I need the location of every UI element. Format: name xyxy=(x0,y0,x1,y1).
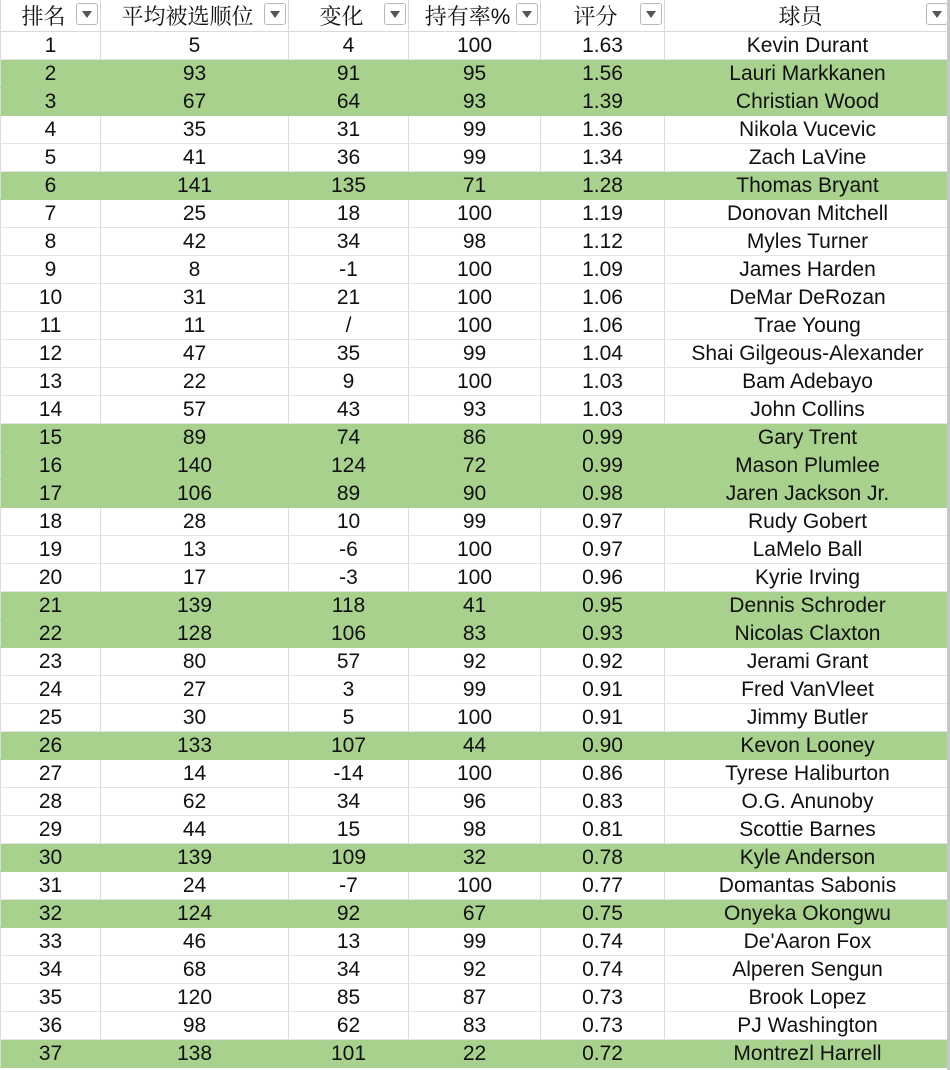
score-cell[interactable]: 0.91 xyxy=(541,676,665,704)
column-header-change xyxy=(289,0,409,32)
ownership-cell[interactable]: 98 xyxy=(409,228,541,256)
table-row xyxy=(1,704,950,732)
score-cell[interactable]: 0.92 xyxy=(541,648,665,676)
ownership-cell[interactable]: 87 xyxy=(409,984,541,1012)
change-cell[interactable]: 3 xyxy=(289,676,409,704)
ownership-cell[interactable]: 86 xyxy=(409,424,541,452)
filter-dropdown-icon[interactable] xyxy=(926,3,948,25)
column-header-label: 变化 xyxy=(319,4,364,29)
change-cell[interactable]: -1 xyxy=(289,256,409,284)
adp-cell[interactable]: 46 xyxy=(101,928,289,956)
table-row xyxy=(1,1012,950,1040)
rank-cell[interactable]: 22 xyxy=(1,620,101,648)
rank-cell[interactable]: 14 xyxy=(1,396,101,424)
change-cell[interactable]: -14 xyxy=(289,760,409,788)
rank-cell[interactable]: 35 xyxy=(1,984,101,1012)
rank-cell[interactable]: 24 xyxy=(1,676,101,704)
adp-cell[interactable]: 139 xyxy=(101,844,289,872)
adp-cell[interactable]: 124 xyxy=(101,900,289,928)
player-name-cell[interactable]: Thomas Bryant xyxy=(665,172,950,200)
change-cell[interactable]: 89 xyxy=(289,480,409,508)
ownership-cell[interactable]: 99 xyxy=(409,928,541,956)
table-row xyxy=(1,32,950,60)
ownership-cell[interactable]: 100 xyxy=(409,284,541,312)
adp-cell[interactable]: 13 xyxy=(101,536,289,564)
table-row xyxy=(1,452,950,480)
rank-cell[interactable]: 7 xyxy=(1,200,101,228)
player-name-cell[interactable]: Alperen Sengun xyxy=(665,956,950,984)
score-cell[interactable]: 1.56 xyxy=(541,60,665,88)
table-row xyxy=(1,60,950,88)
score-cell[interactable]: 0.99 xyxy=(541,424,665,452)
rank-cell[interactable]: 15 xyxy=(1,424,101,452)
table-row xyxy=(1,368,950,396)
ownership-cell[interactable]: 100 xyxy=(409,368,541,396)
table-row xyxy=(1,984,950,1012)
score-cell[interactable]: 0.98 xyxy=(541,480,665,508)
score-cell[interactable]: 0.86 xyxy=(541,760,665,788)
rank-cell[interactable]: 37 xyxy=(1,1040,101,1068)
player-name-cell[interactable]: Donovan Mitchell xyxy=(665,200,950,228)
adp-cell[interactable]: 57 xyxy=(101,396,289,424)
rank-cell[interactable]: 6 xyxy=(1,172,101,200)
score-cell[interactable]: 0.81 xyxy=(541,816,665,844)
ownership-cell[interactable]: 99 xyxy=(409,340,541,368)
ownership-cell[interactable]: 100 xyxy=(409,32,541,60)
table-row xyxy=(1,480,950,508)
table-row xyxy=(1,396,950,424)
player-name-cell[interactable]: Montrezl Harrell xyxy=(665,1040,950,1068)
player-name-cell[interactable]: Kyrie Irving xyxy=(665,564,950,592)
ownership-cell[interactable]: 71 xyxy=(409,172,541,200)
table-row xyxy=(1,648,950,676)
table-row xyxy=(1,564,950,592)
score-cell[interactable]: 1.04 xyxy=(541,340,665,368)
adp-cell[interactable]: 25 xyxy=(101,200,289,228)
adp-cell[interactable]: 41 xyxy=(101,144,289,172)
adp-cell[interactable]: 68 xyxy=(101,956,289,984)
change-cell[interactable]: 107 xyxy=(289,732,409,760)
ownership-cell[interactable]: 99 xyxy=(409,144,541,172)
ownership-cell[interactable]: 96 xyxy=(409,788,541,816)
table-row xyxy=(1,424,950,452)
score-cell[interactable]: 0.90 xyxy=(541,732,665,760)
rank-cell[interactable]: 27 xyxy=(1,760,101,788)
ownership-cell[interactable]: 100 xyxy=(409,704,541,732)
adp-cell[interactable]: 140 xyxy=(101,452,289,480)
adp-cell[interactable]: 139 xyxy=(101,592,289,620)
change-cell[interactable]: 109 xyxy=(289,844,409,872)
score-cell[interactable]: 0.93 xyxy=(541,620,665,648)
rank-cell[interactable]: 25 xyxy=(1,704,101,732)
score-cell[interactable]: 0.72 xyxy=(541,1040,665,1068)
change-cell[interactable]: 124 xyxy=(289,452,409,480)
player-name-cell[interactable]: Trae Young xyxy=(665,312,950,340)
adp-cell[interactable]: 47 xyxy=(101,340,289,368)
score-cell[interactable]: 0.74 xyxy=(541,928,665,956)
change-cell[interactable]: 34 xyxy=(289,788,409,816)
ownership-cell[interactable]: 100 xyxy=(409,200,541,228)
change-cell[interactable]: / xyxy=(289,312,409,340)
change-cell[interactable]: 21 xyxy=(289,284,409,312)
player-name-cell[interactable]: DeMar DeRozan xyxy=(665,284,950,312)
adp-cell[interactable]: 24 xyxy=(101,872,289,900)
rank-cell[interactable]: 13 xyxy=(1,368,101,396)
score-cell[interactable]: 0.73 xyxy=(541,1012,665,1040)
player-name-cell[interactable]: James Harden xyxy=(665,256,950,284)
table-row xyxy=(1,340,950,368)
adp-cell[interactable]: 93 xyxy=(101,60,289,88)
column-header-label: 持有率% xyxy=(424,4,511,29)
change-cell[interactable]: 85 xyxy=(289,984,409,1012)
ownership-cell[interactable]: 83 xyxy=(409,1012,541,1040)
rank-cell[interactable]: 3 xyxy=(1,88,101,116)
change-cell[interactable]: 101 xyxy=(289,1040,409,1068)
change-cell[interactable]: 106 xyxy=(289,620,409,648)
change-cell[interactable]: -3 xyxy=(289,564,409,592)
player-name-cell[interactable]: Rudy Gobert xyxy=(665,508,950,536)
ownership-cell[interactable]: 22 xyxy=(409,1040,541,1068)
rank-cell[interactable]: 2 xyxy=(1,60,101,88)
rank-cell[interactable]: 33 xyxy=(1,928,101,956)
table-row xyxy=(1,956,950,984)
table-row xyxy=(1,816,950,844)
rank-cell[interactable]: 12 xyxy=(1,340,101,368)
adp-cell[interactable]: 42 xyxy=(101,228,289,256)
score-cell[interactable]: 1.06 xyxy=(541,312,665,340)
column-header-label: 排名 xyxy=(21,4,66,29)
adp-cell[interactable]: 28 xyxy=(101,508,289,536)
table-row xyxy=(1,116,950,144)
adp-cell[interactable]: 89 xyxy=(101,424,289,452)
adp-cell[interactable]: 5 xyxy=(101,32,289,60)
adp-cell[interactable]: 67 xyxy=(101,88,289,116)
player-name-cell[interactable]: Nicolas Claxton xyxy=(665,620,950,648)
rank-cell[interactable]: 5 xyxy=(1,144,101,172)
ownership-cell[interactable]: 32 xyxy=(409,844,541,872)
ownership-cell[interactable]: 98 xyxy=(409,816,541,844)
change-cell[interactable]: 64 xyxy=(289,88,409,116)
score-cell[interactable]: 1.03 xyxy=(541,368,665,396)
player-name-cell[interactable]: Shai Gilgeous-Alexander xyxy=(665,340,950,368)
player-name-cell[interactable]: Tyrese Haliburton xyxy=(665,760,950,788)
rank-cell[interactable]: 36 xyxy=(1,1012,101,1040)
adp-cell[interactable]: 128 xyxy=(101,620,289,648)
change-cell[interactable]: 91 xyxy=(289,60,409,88)
ownership-cell[interactable]: 93 xyxy=(409,88,541,116)
ownership-cell[interactable]: 99 xyxy=(409,508,541,536)
column-header-label: 平均被选顺位 xyxy=(121,4,254,29)
table-row xyxy=(1,1040,950,1068)
player-name-cell[interactable]: PJ Washington xyxy=(665,1012,950,1040)
adp-cell[interactable]: 14 xyxy=(101,760,289,788)
ownership-cell[interactable]: 100 xyxy=(409,760,541,788)
player-name-cell[interactable]: Myles Turner xyxy=(665,228,950,256)
rank-cell[interactable]: 4 xyxy=(1,116,101,144)
score-cell[interactable]: 1.19 xyxy=(541,200,665,228)
ownership-cell[interactable]: 41 xyxy=(409,592,541,620)
change-cell[interactable]: 13 xyxy=(289,928,409,956)
player-name-cell[interactable]: Onyeka Okongwu xyxy=(665,900,950,928)
player-name-cell[interactable]: Bam Adebayo xyxy=(665,368,950,396)
score-cell[interactable]: 0.95 xyxy=(541,592,665,620)
rank-cell[interactable]: 28 xyxy=(1,788,101,816)
score-cell[interactable]: 0.91 xyxy=(541,704,665,732)
change-cell[interactable]: 35 xyxy=(289,340,409,368)
adp-cell[interactable]: 141 xyxy=(101,172,289,200)
rank-cell[interactable]: 34 xyxy=(1,956,101,984)
table-row xyxy=(1,592,950,620)
change-cell[interactable]: 62 xyxy=(289,1012,409,1040)
adp-cell[interactable]: 120 xyxy=(101,984,289,1012)
score-cell[interactable]: 0.74 xyxy=(541,956,665,984)
adp-cell[interactable]: 138 xyxy=(101,1040,289,1068)
change-cell[interactable]: 4 xyxy=(289,32,409,60)
change-cell[interactable]: 43 xyxy=(289,396,409,424)
adp-cell[interactable]: 22 xyxy=(101,368,289,396)
player-name-cell[interactable]: Nikola Vucevic xyxy=(665,116,950,144)
player-name-cell[interactable]: O.G. Anunoby xyxy=(665,788,950,816)
rank-cell[interactable]: 31 xyxy=(1,872,101,900)
ownership-cell[interactable]: 92 xyxy=(409,956,541,984)
table-row xyxy=(1,200,950,228)
table-row xyxy=(1,536,950,564)
player-name-cell[interactable]: Scottie Barnes xyxy=(665,816,950,844)
table-row xyxy=(1,312,950,340)
ownership-cell[interactable]: 100 xyxy=(409,312,541,340)
rank-cell[interactable]: 10 xyxy=(1,284,101,312)
adp-cell[interactable]: 98 xyxy=(101,1012,289,1040)
player-name-cell[interactable]: Kevin Durant xyxy=(665,32,950,60)
rank-cell[interactable]: 23 xyxy=(1,648,101,676)
score-cell[interactable]: 0.96 xyxy=(541,564,665,592)
table-row xyxy=(1,620,950,648)
change-cell[interactable]: 18 xyxy=(289,200,409,228)
adp-cell[interactable]: 27 xyxy=(101,676,289,704)
ownership-cell[interactable]: 100 xyxy=(409,256,541,284)
adp-cell[interactable]: 17 xyxy=(101,564,289,592)
column-header-label: 评分 xyxy=(573,4,618,29)
change-cell[interactable]: 92 xyxy=(289,900,409,928)
score-cell[interactable]: 1.28 xyxy=(541,172,665,200)
adp-cell[interactable]: 31 xyxy=(101,284,289,312)
filter-dropdown-icon[interactable] xyxy=(516,3,538,25)
ownership-cell[interactable]: 99 xyxy=(409,676,541,704)
table-row xyxy=(1,88,950,116)
ownership-cell[interactable]: 93 xyxy=(409,396,541,424)
player-name-cell[interactable]: Zach LaVine xyxy=(665,144,950,172)
table-row xyxy=(1,900,950,928)
adp-cell[interactable]: 133 xyxy=(101,732,289,760)
table-row xyxy=(1,676,950,704)
filter-dropdown-icon[interactable] xyxy=(76,3,98,25)
ownership-cell[interactable]: 100 xyxy=(409,872,541,900)
rank-cell[interactable]: 21 xyxy=(1,592,101,620)
change-cell[interactable]: 34 xyxy=(289,228,409,256)
ownership-cell[interactable]: 95 xyxy=(409,60,541,88)
change-cell[interactable]: 74 xyxy=(289,424,409,452)
adp-cell[interactable]: 35 xyxy=(101,116,289,144)
score-cell[interactable]: 0.97 xyxy=(541,536,665,564)
change-cell[interactable]: 36 xyxy=(289,144,409,172)
score-cell[interactable]: 0.77 xyxy=(541,872,665,900)
table-row xyxy=(1,872,950,900)
player-name-cell[interactable]: LaMelo Ball xyxy=(665,536,950,564)
player-name-cell[interactable]: Brook Lopez xyxy=(665,984,950,1012)
score-cell[interactable]: 0.83 xyxy=(541,788,665,816)
table-row xyxy=(1,144,950,172)
ownership-cell[interactable]: 83 xyxy=(409,620,541,648)
ownership-cell[interactable]: 90 xyxy=(409,480,541,508)
rank-cell[interactable]: 26 xyxy=(1,732,101,760)
table-body xyxy=(1,32,950,1068)
score-cell[interactable]: 0.78 xyxy=(541,844,665,872)
ownership-cell[interactable]: 44 xyxy=(409,732,541,760)
rank-cell[interactable]: 16 xyxy=(1,452,101,480)
change-cell[interactable]: 34 xyxy=(289,956,409,984)
rank-cell[interactable]: 19 xyxy=(1,536,101,564)
change-cell[interactable]: 57 xyxy=(289,648,409,676)
filter-dropdown-icon[interactable] xyxy=(384,3,406,25)
table-row xyxy=(1,928,950,956)
player-name-cell[interactable]: Jaren Jackson Jr. xyxy=(665,480,950,508)
player-name-cell[interactable]: John Collins xyxy=(665,396,950,424)
change-cell[interactable]: 31 xyxy=(289,116,409,144)
score-cell[interactable]: 0.99 xyxy=(541,452,665,480)
player-name-cell[interactable]: Dennis Schroder xyxy=(665,592,950,620)
header-row xyxy=(1,0,950,32)
score-cell[interactable]: 1.36 xyxy=(541,116,665,144)
change-cell[interactable]: 135 xyxy=(289,172,409,200)
column-header-ownership xyxy=(409,0,541,32)
change-cell[interactable]: 15 xyxy=(289,816,409,844)
score-cell[interactable]: 1.09 xyxy=(541,256,665,284)
table-row xyxy=(1,284,950,312)
player-name-cell[interactable]: Fred VanVleet xyxy=(665,676,950,704)
player-name-cell[interactable]: Lauri Markkanen xyxy=(665,60,950,88)
rank-cell[interactable]: 32 xyxy=(1,900,101,928)
score-cell[interactable]: 1.39 xyxy=(541,88,665,116)
player-name-cell[interactable]: Domantas Sabonis xyxy=(665,872,950,900)
table-row xyxy=(1,228,950,256)
player-name-cell[interactable]: Gary Trent xyxy=(665,424,950,452)
change-cell[interactable]: -6 xyxy=(289,536,409,564)
table-row xyxy=(1,788,950,816)
score-cell[interactable]: 1.03 xyxy=(541,396,665,424)
rank-cell[interactable]: 1 xyxy=(1,32,101,60)
adp-cell[interactable]: 44 xyxy=(101,816,289,844)
player-name-cell[interactable]: Mason Plumlee xyxy=(665,452,950,480)
player-name-cell[interactable]: Kevon Looney xyxy=(665,732,950,760)
score-cell[interactable]: 0.75 xyxy=(541,900,665,928)
column-header-player xyxy=(665,0,950,32)
adp-cell[interactable]: 80 xyxy=(101,648,289,676)
table-row xyxy=(1,844,950,872)
score-cell[interactable]: 0.97 xyxy=(541,508,665,536)
table-row xyxy=(1,256,950,284)
table-row xyxy=(1,508,950,536)
rank-cell[interactable]: 8 xyxy=(1,228,101,256)
adp-cell[interactable]: 8 xyxy=(101,256,289,284)
change-cell[interactable]: 118 xyxy=(289,592,409,620)
column-header-rank xyxy=(1,0,101,32)
rank-cell[interactable]: 11 xyxy=(1,312,101,340)
rank-cell[interactable]: 20 xyxy=(1,564,101,592)
column-header-adp xyxy=(101,0,289,32)
table-row xyxy=(1,760,950,788)
rank-cell[interactable]: 17 xyxy=(1,480,101,508)
adp-cell[interactable]: 30 xyxy=(101,704,289,732)
change-cell[interactable]: 9 xyxy=(289,368,409,396)
rank-cell[interactable]: 9 xyxy=(1,256,101,284)
change-cell[interactable]: -7 xyxy=(289,872,409,900)
adp-cell[interactable]: 11 xyxy=(101,312,289,340)
player-name-cell[interactable]: Kyle Anderson xyxy=(665,844,950,872)
score-cell[interactable]: 0.73 xyxy=(541,984,665,1012)
table-row xyxy=(1,732,950,760)
score-cell[interactable]: 1.12 xyxy=(541,228,665,256)
ownership-cell[interactable]: 67 xyxy=(409,900,541,928)
adp-cell[interactable]: 106 xyxy=(101,480,289,508)
score-cell[interactable]: 1.34 xyxy=(541,144,665,172)
column-header-score xyxy=(541,0,665,32)
rank-cell[interactable]: 30 xyxy=(1,844,101,872)
player-name-cell[interactable]: Christian Wood xyxy=(665,88,950,116)
ownership-cell[interactable]: 100 xyxy=(409,536,541,564)
table-row xyxy=(1,172,950,200)
ownership-cell[interactable]: 100 xyxy=(409,564,541,592)
score-cell[interactable]: 1.63 xyxy=(541,32,665,60)
ownership-cell[interactable]: 92 xyxy=(409,648,541,676)
column-header-label: 球员 xyxy=(778,4,823,29)
score-cell[interactable]: 1.06 xyxy=(541,284,665,312)
ownership-cell[interactable]: 72 xyxy=(409,452,541,480)
ownership-cell[interactable]: 99 xyxy=(409,116,541,144)
rank-cell[interactable]: 18 xyxy=(1,508,101,536)
change-cell[interactable]: 5 xyxy=(289,704,409,732)
player-name-cell[interactable]: Jerami Grant xyxy=(665,648,950,676)
adp-cell[interactable]: 62 xyxy=(101,788,289,816)
filter-dropdown-icon[interactable] xyxy=(640,3,662,25)
rank-cell[interactable]: 29 xyxy=(1,816,101,844)
player-name-cell[interactable]: Jimmy Butler xyxy=(665,704,950,732)
player-name-cell[interactable]: De'Aaron Fox xyxy=(665,928,950,956)
change-cell[interactable]: 10 xyxy=(289,508,409,536)
filter-dropdown-icon[interactable] xyxy=(264,3,286,25)
